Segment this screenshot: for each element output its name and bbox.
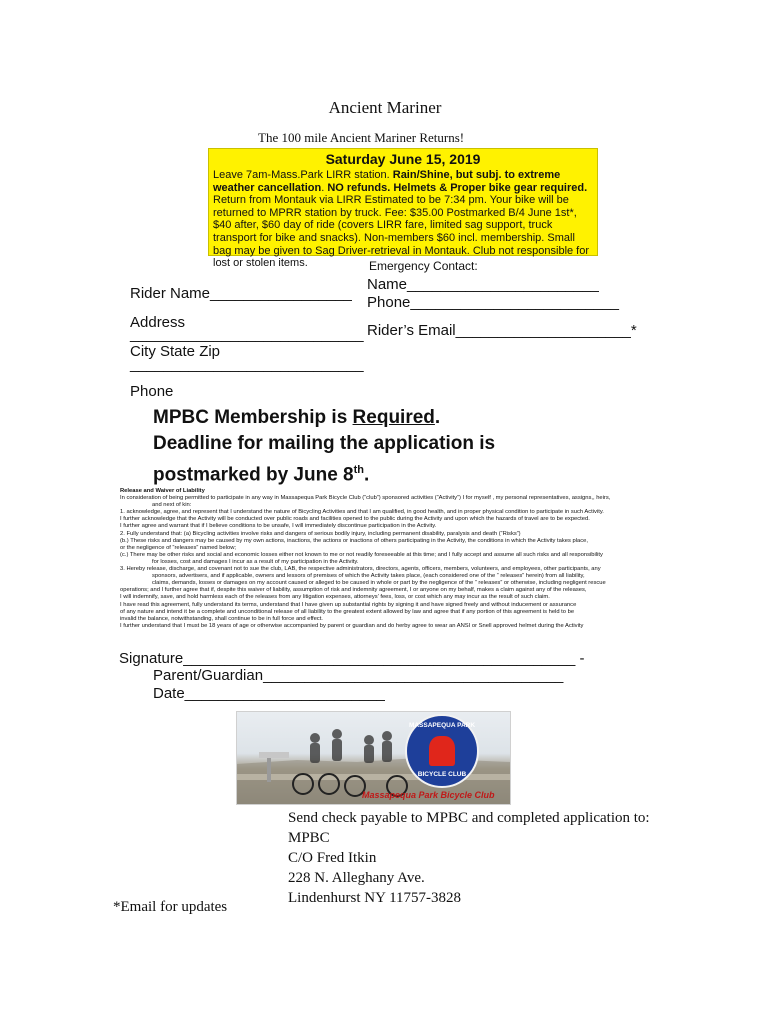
address-field[interactable]: ____________________________ [130,326,364,343]
mail-line-4: 228 N. Alleghany Ave. [288,870,425,886]
refund-notice: NO refunds. Helmets & Proper bike gear required. [327,181,588,194]
waiver-line: I further understand that I must be 18 years of age or otherwise accompanied by parent or guardian and do herby agree to wear an ANSI or Snell approved helmet during the Activity [120,622,584,629]
email-footnote: *Email for updates [113,899,228,915]
membership-line-3: postmarked by June 8th. [153,464,370,486]
photo-caption: Massapequa Park Bicycle Club [362,790,495,800]
waiver-line: (b.) These risks and dangers may be caused by my own actions, inactions, the actions or inactions of others participating in the Activity, the conditions in which the Activity takes place, [120,537,588,544]
event-details: Return from Montauk via LIRR Estimated to be 7:34 pm. Your bike will be returned to MPRR station by truck. Fee: $35.00 Postmarked B/4 June 1st*, $40 after, $60 day of ride (covers LIRR fare, limited sag support, truck transport for bike and snacks). Non-members $60 incl. membership. Small bag may be given to Sag Driver-retrieval in Montauk. Club not responsible for lost or stolen items. [213,194,590,270]
waiver-heading: Release and Waiver of Liability [120,488,205,494]
mailing-instructions [288,808,650,908]
waiver-line: In consideration of being permitted to participate in any way in Massapequa Park Bicycle Club (“club”) sponsored activities (“Activity”) I for myself , my personal representatives, assigns,, heirs, [120,495,611,502]
waiver-line: sponsors, advertisers, and if applicable, owners and lessors of premises of which the Activity takes place, (each considered one of the “ releases” herein) from all liability, [152,573,585,580]
weather-notice: Rain/Shine, but subj. to extreme weather cancellation [213,169,561,194]
membership-text: MPBC Membership is [153,407,353,428]
phone-field[interactable]: Phone [130,383,174,400]
waiver-line: operations; and I further agree that if, despite this waiver of liability, assumption of risk and indemnity agreement, I or anyone on my behalf, makes a claim against any of the releases, [120,587,587,594]
required-text: Required [352,407,435,428]
waiver-line: 3. Hereby release, discharge, and covenant not to sue the club, LAB, the respective administrators, directors, agents, officers, members, volunteers, and employees, other participants, any [120,566,601,573]
waiver-line: (c.) There may be other risks and social and economic losses either not known to me or not readily foreseeable at this time; and I fully accept and assume all such risks and all responsibility [120,551,603,558]
waiver-line: 2. Fully understand that: (a) Bicycling activities involve risks and dangers of serious bodily injury, including permanent disability, paralysis and death (“Risks”) [120,530,521,537]
parent-guardian-field[interactable]: Parent/Guardian____________________________________ [153,667,564,684]
membership-period: . [434,407,441,428]
rider-name-field[interactable]: Rider Name_________________ [130,285,352,302]
waiver-line: I further agree and warrant that if I believe conditions to be unsafe, I will immediately discontinue participation in the Activity. [120,523,437,530]
waiver-line: invalid the balance, notwithstanding, shall continue to be in full force and effect. [120,615,323,622]
mail-line-1: Send check payable to MPBC and completed application to: [288,810,650,826]
departure-text: Leave 7am-Mass.Park LIRR station. [213,169,393,181]
city-state-zip-field[interactable]: ____________________________ [130,356,364,373]
emergency-name-field[interactable]: Name_______________________ [367,276,599,293]
event-date: Saturday June 15, 2019 [325,151,481,167]
city-state-zip-label: City State Zip [130,343,221,360]
date-field[interactable]: Date________________________ [153,685,385,702]
waiver-line: claims, demands, losses or damages on my account caused or alleged to be caused in whole or part by the negligence of the “ releases” or otherwise, including negligent rescue [152,580,606,587]
waiver-line: I have read this agreement, fully understand its terms, understand that I have given up substantial rights by signing it and have signed freely and without inducement or assurance [120,601,577,608]
waiver-line: for losses, cost and damages I incur as a result of my participation in the Activity. [152,558,359,565]
club-logo [405,714,479,788]
waiver-line: or the negligence of “releases” named below; [120,544,237,551]
club-photo [236,711,511,805]
rider-email-field[interactable]: Rider’s Email_____________________* [367,322,637,339]
mail-line-2: MPBC [288,830,330,846]
waiver-line: I will indemnify, save, and hold harmless each of the releases from any litigation expenses, attorneys’ fees, loss, or cost which any may incur as the result of such claim. [120,594,550,601]
address-label: Address [130,314,186,331]
logo-bottom-text: BICYCLE CLUB [417,771,467,778]
mail-line-3: C/O Fred Itkin [288,850,377,866]
notice-separator: . [321,181,328,194]
membership-line-1 [153,405,573,431]
mail-line-5: Lindenhurst NY 11757-3828 [288,890,462,906]
liability-waiver [120,488,657,630]
membership-line-2: Deadline for mailing the application is [153,433,496,454]
waiver-line: and next of kin: [152,502,192,509]
waiver-line: 1. acknowledge, agree, and represent that I understand the nature of Bicycling Activities and that I am qualified, in good health, and in proper physical condition to participate in such Activity. [120,509,604,516]
logo-top-text: MASSAPEQUA PARK [408,722,476,729]
signature-field[interactable]: Signature_______________________________________________ - [119,650,585,667]
cyclist-icon [429,736,455,766]
emergency-contact-label: Emergency Contact: [369,259,478,273]
waiver-line: I further acknowledge that the Activity will be conducted over public roads and facilities opened to the public during the Activity and upon which the hazards of travel are to be expected. [120,516,590,523]
waiver-line: of any nature and intend it be a complete and unconditional release of all liability to the greatest extent allowed by law and agree that if any portion of this agreement is held to be [120,608,575,615]
emergency-phone-field[interactable]: Phone_________________________ [367,294,619,311]
membership-notice [153,405,573,488]
document-subtitle: The 100 mile Ancient Mariner Returns! [258,130,465,145]
event-departure [213,169,593,194]
document-title: Ancient Mariner [328,98,442,117]
